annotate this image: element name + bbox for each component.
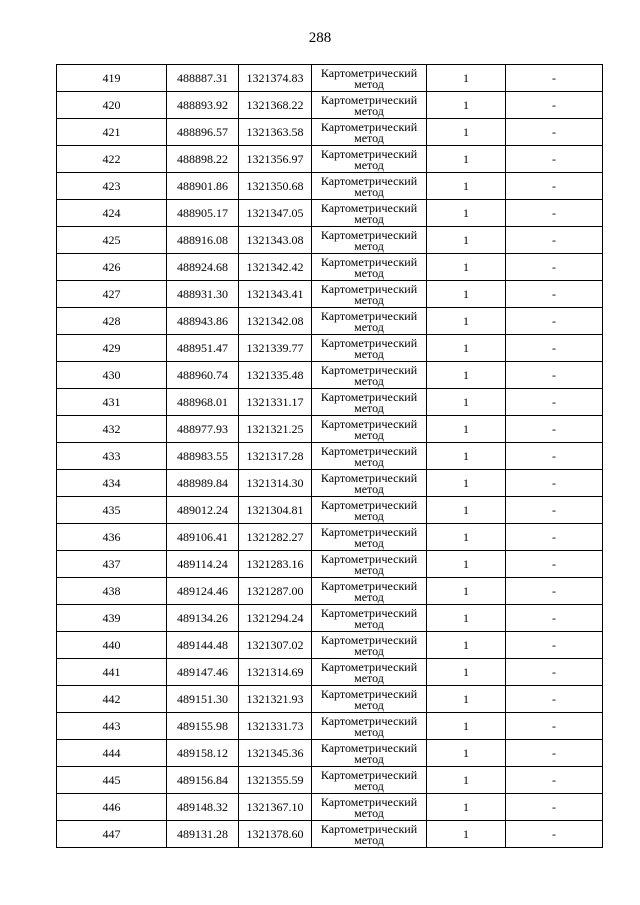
- coord-x-cell: 489151.30: [167, 686, 239, 713]
- accuracy-cell: 1: [427, 92, 506, 119]
- point-number-cell: 438: [57, 578, 167, 605]
- point-number-cell: 444: [57, 740, 167, 767]
- table-row: [57, 470, 603, 497]
- method-line-2: метод: [354, 346, 384, 361]
- method-line-1: Картометрический: [320, 794, 418, 809]
- table-row: [57, 92, 603, 119]
- method-line-2: метод: [354, 400, 384, 415]
- point-number-cell: 435: [57, 497, 167, 524]
- accuracy-cell: 1: [427, 497, 506, 524]
- point-number-cell: 427: [57, 281, 167, 308]
- accuracy-cell: 1: [427, 173, 506, 200]
- note-cell: -: [506, 686, 603, 713]
- note-cell: -: [506, 578, 603, 605]
- note-cell: -: [506, 794, 603, 821]
- note-cell: -: [506, 173, 603, 200]
- coord-y-cell: 1321331.17: [239, 389, 312, 416]
- point-number-cell: 442: [57, 686, 167, 713]
- note-cell: -: [506, 335, 603, 362]
- coord-y-cell: 1321368.22: [239, 92, 312, 119]
- method-cell: [312, 605, 427, 632]
- point-number-cell: 436: [57, 524, 167, 551]
- coord-y-cell: 1321314.30: [239, 470, 312, 497]
- accuracy-cell: 1: [427, 794, 506, 821]
- accuracy-cell: 1: [427, 443, 506, 470]
- method-line-2: метод: [354, 562, 384, 577]
- method-cell: [312, 200, 427, 227]
- table-row: [57, 632, 603, 659]
- accuracy-cell: 1: [427, 362, 506, 389]
- method-cell: [312, 119, 427, 146]
- coord-y-cell: 1321317.28: [239, 443, 312, 470]
- method-cell: [312, 281, 427, 308]
- coord-y-cell: 1321355.59: [239, 767, 312, 794]
- coord-x-cell: 489131.28: [167, 821, 239, 848]
- coord-y-cell: 1321342.42: [239, 254, 312, 281]
- note-cell: -: [506, 767, 603, 794]
- method-line-2: метод: [354, 508, 384, 523]
- method-cell: [312, 416, 427, 443]
- table-row: [57, 578, 603, 605]
- point-number-cell: 446: [57, 794, 167, 821]
- coord-y-cell: 1321345.36: [239, 740, 312, 767]
- table-row: [57, 173, 603, 200]
- point-number-cell: 437: [57, 551, 167, 578]
- coord-y-cell: 1321314.69: [239, 659, 312, 686]
- table-row: [57, 416, 603, 443]
- coord-x-cell: 488916.08: [167, 227, 239, 254]
- method-cell: [312, 65, 427, 92]
- note-cell: -: [506, 362, 603, 389]
- coord-x-cell: 488924.68: [167, 254, 239, 281]
- note-cell: -: [506, 821, 603, 848]
- coord-y-cell: 1321282.27: [239, 524, 312, 551]
- method-line-1: Картометрический: [320, 524, 418, 539]
- note-cell: -: [506, 443, 603, 470]
- accuracy-cell: 1: [427, 821, 506, 848]
- coord-y-cell: 1321283.16: [239, 551, 312, 578]
- method-cell: [312, 254, 427, 281]
- method-line-1: Картометрический: [320, 416, 418, 431]
- method-line-1: Картометрический: [320, 767, 418, 782]
- table-row: [57, 200, 603, 227]
- method-cell: [312, 767, 427, 794]
- coord-x-cell: 489106.41: [167, 524, 239, 551]
- accuracy-cell: 1: [427, 308, 506, 335]
- method-cell: [312, 308, 427, 335]
- method-line-2: метод: [354, 535, 384, 550]
- accuracy-cell: 1: [427, 227, 506, 254]
- note-cell: -: [506, 713, 603, 740]
- page-number: 288: [308, 30, 332, 46]
- table-row: [57, 119, 603, 146]
- note-cell: -: [506, 389, 603, 416]
- note-cell: -: [506, 65, 603, 92]
- coord-y-cell: 1321321.25: [239, 416, 312, 443]
- method-line-2: метод: [354, 832, 384, 847]
- point-number-cell: 447: [57, 821, 167, 848]
- method-cell: [312, 551, 427, 578]
- method-line-2: метод: [354, 292, 384, 307]
- note-cell: -: [506, 254, 603, 281]
- coord-x-cell: 488896.57: [167, 119, 239, 146]
- accuracy-cell: 1: [427, 416, 506, 443]
- coord-y-cell: 1321374.83: [239, 65, 312, 92]
- coord-y-cell: 1321335.48: [239, 362, 312, 389]
- method-cell: [312, 470, 427, 497]
- method-line-1: Картометрический: [320, 227, 418, 242]
- method-cell: [312, 443, 427, 470]
- coord-x-cell: 488898.22: [167, 146, 239, 173]
- method-line-2: метод: [354, 157, 384, 172]
- point-number-cell: 428: [57, 308, 167, 335]
- note-cell: -: [506, 740, 603, 767]
- method-cell: [312, 686, 427, 713]
- method-line-1: Картометрический: [320, 686, 418, 701]
- coord-x-cell: 488905.17: [167, 200, 239, 227]
- coord-x-cell: 488943.86: [167, 308, 239, 335]
- method-cell: [312, 524, 427, 551]
- point-number-cell: 433: [57, 443, 167, 470]
- coord-x-cell: 488931.30: [167, 281, 239, 308]
- point-number-cell: 432: [57, 416, 167, 443]
- method-line-2: метод: [354, 238, 384, 253]
- method-line-1: Картометрический: [320, 632, 418, 647]
- method-cell: [312, 173, 427, 200]
- coord-y-cell: 1321347.05: [239, 200, 312, 227]
- coord-y-cell: 1321321.93: [239, 686, 312, 713]
- method-line-2: метод: [354, 103, 384, 118]
- coord-x-cell: 488983.55: [167, 443, 239, 470]
- method-line-2: метод: [354, 427, 384, 442]
- method-line-2: метод: [354, 319, 384, 334]
- coord-y-cell: 1321343.41: [239, 281, 312, 308]
- coord-y-cell: 1321294.24: [239, 605, 312, 632]
- method-cell: [312, 227, 427, 254]
- method-line-2: метод: [354, 697, 384, 712]
- method-line-2: метод: [354, 643, 384, 658]
- accuracy-cell: 1: [427, 65, 506, 92]
- method-line-1: Картометрический: [320, 200, 418, 215]
- method-line-1: Картометрический: [320, 740, 418, 755]
- method-line-2: метод: [354, 481, 384, 496]
- method-line-2: метод: [354, 211, 384, 226]
- method-cell: [312, 92, 427, 119]
- coord-x-cell: 489012.24: [167, 497, 239, 524]
- point-number-cell: 419: [57, 65, 167, 92]
- coord-x-cell: 488901.86: [167, 173, 239, 200]
- table-row: [57, 605, 603, 632]
- table-row: [57, 740, 603, 767]
- point-number-cell: 434: [57, 470, 167, 497]
- coord-y-cell: 1321343.08: [239, 227, 312, 254]
- method-cell: [312, 362, 427, 389]
- point-number-cell: 421: [57, 119, 167, 146]
- method-line-2: метод: [354, 670, 384, 685]
- method-line-2: метод: [354, 805, 384, 820]
- method-line-2: метод: [354, 184, 384, 199]
- method-line-2: метод: [354, 589, 384, 604]
- point-number-cell: 443: [57, 713, 167, 740]
- method-cell: [312, 497, 427, 524]
- method-line-1: Картометрический: [320, 335, 418, 350]
- coord-x-cell: 488893.92: [167, 92, 239, 119]
- table-row: [57, 821, 603, 848]
- method-line-1: Картометрический: [320, 389, 418, 404]
- table-row: [57, 713, 603, 740]
- accuracy-cell: 1: [427, 281, 506, 308]
- accuracy-cell: 1: [427, 200, 506, 227]
- coord-x-cell: 488960.74: [167, 362, 239, 389]
- coord-x-cell: 488977.93: [167, 416, 239, 443]
- coord-x-cell: 489158.12: [167, 740, 239, 767]
- coord-y-cell: 1321356.97: [239, 146, 312, 173]
- coord-y-cell: 1321367.10: [239, 794, 312, 821]
- coord-y-cell: 1321363.58: [239, 119, 312, 146]
- table-row: [57, 227, 603, 254]
- coord-y-cell: 1321331.73: [239, 713, 312, 740]
- note-cell: -: [506, 416, 603, 443]
- method-line-1: Картометрический: [320, 497, 418, 512]
- method-line-1: Картометрический: [320, 605, 418, 620]
- accuracy-cell: 1: [427, 470, 506, 497]
- point-number-cell: 431: [57, 389, 167, 416]
- method-line-1: Картометрический: [320, 362, 418, 377]
- table-row: [57, 794, 603, 821]
- method-line-1: Картометрический: [320, 308, 418, 323]
- accuracy-cell: 1: [427, 389, 506, 416]
- method-line-1: Картометрический: [320, 146, 418, 161]
- accuracy-cell: 1: [427, 119, 506, 146]
- coord-x-cell: 489155.98: [167, 713, 239, 740]
- method-cell: [312, 794, 427, 821]
- note-cell: -: [506, 632, 603, 659]
- method-line-1: Картометрический: [320, 578, 418, 593]
- point-number-cell: 426: [57, 254, 167, 281]
- method-line-2: метод: [354, 724, 384, 739]
- point-number-cell: 440: [57, 632, 167, 659]
- accuracy-cell: 1: [427, 578, 506, 605]
- point-number-cell: 422: [57, 146, 167, 173]
- point-number-cell: 420: [57, 92, 167, 119]
- table-row: [57, 767, 603, 794]
- method-line-1: Картометрический: [320, 119, 418, 134]
- accuracy-cell: 1: [427, 146, 506, 173]
- accuracy-cell: 1: [427, 335, 506, 362]
- point-number-cell: 425: [57, 227, 167, 254]
- table-row: [57, 308, 603, 335]
- method-line-1: Картометрический: [320, 659, 418, 674]
- note-cell: -: [506, 281, 603, 308]
- note-cell: -: [506, 605, 603, 632]
- note-cell: -: [506, 227, 603, 254]
- point-number-cell: 429: [57, 335, 167, 362]
- method-cell: [312, 632, 427, 659]
- accuracy-cell: 1: [427, 551, 506, 578]
- accuracy-cell: 1: [427, 713, 506, 740]
- table-row: [57, 281, 603, 308]
- coord-x-cell: 488951.47: [167, 335, 239, 362]
- note-cell: -: [506, 308, 603, 335]
- method-line-2: метод: [354, 76, 384, 91]
- note-cell: -: [506, 146, 603, 173]
- coord-x-cell: 488968.01: [167, 389, 239, 416]
- note-cell: -: [506, 659, 603, 686]
- table-row: [57, 254, 603, 281]
- coord-x-cell: 489114.24: [167, 551, 239, 578]
- note-cell: -: [506, 200, 603, 227]
- method-line-1: Картометрический: [320, 821, 418, 836]
- note-cell: -: [506, 119, 603, 146]
- accuracy-cell: 1: [427, 686, 506, 713]
- method-cell: [312, 821, 427, 848]
- method-line-2: метод: [354, 751, 384, 766]
- coord-y-cell: 1321304.81: [239, 497, 312, 524]
- method-line-2: метод: [354, 373, 384, 388]
- point-number-cell: 439: [57, 605, 167, 632]
- coordinates-table: [56, 64, 603, 848]
- table-row: [57, 524, 603, 551]
- coord-x-cell: 489134.26: [167, 605, 239, 632]
- accuracy-cell: 1: [427, 740, 506, 767]
- accuracy-cell: 1: [427, 632, 506, 659]
- table-row: [57, 362, 603, 389]
- point-number-cell: 423: [57, 173, 167, 200]
- coord-x-cell: 488989.84: [167, 470, 239, 497]
- table-row: [57, 443, 603, 470]
- point-number-cell: 441: [57, 659, 167, 686]
- coord-y-cell: 1321350.68: [239, 173, 312, 200]
- method-cell: [312, 146, 427, 173]
- table-row: [57, 389, 603, 416]
- coord-x-cell: 489124.46: [167, 578, 239, 605]
- method-line-2: метод: [354, 130, 384, 145]
- point-number-cell: 445: [57, 767, 167, 794]
- accuracy-cell: 1: [427, 767, 506, 794]
- method-line-1: Картометрический: [320, 92, 418, 107]
- coord-x-cell: 489144.48: [167, 632, 239, 659]
- table-row: [57, 146, 603, 173]
- table-row: [57, 65, 603, 92]
- note-cell: -: [506, 551, 603, 578]
- point-number-cell: 424: [57, 200, 167, 227]
- method-line-1: Картометрический: [320, 551, 418, 566]
- table-row: [57, 551, 603, 578]
- coord-x-cell: 488887.31: [167, 65, 239, 92]
- coord-x-cell: 489156.84: [167, 767, 239, 794]
- method-line-2: метод: [354, 778, 384, 793]
- method-line-1: Картометрический: [320, 281, 418, 296]
- coord-y-cell: 1321307.02: [239, 632, 312, 659]
- method-cell: [312, 713, 427, 740]
- point-number-cell: 430: [57, 362, 167, 389]
- coord-x-cell: 489147.46: [167, 659, 239, 686]
- table-row: [57, 686, 603, 713]
- method-line-1: Картометрический: [320, 470, 418, 485]
- note-cell: -: [506, 470, 603, 497]
- accuracy-cell: 1: [427, 659, 506, 686]
- accuracy-cell: 1: [427, 254, 506, 281]
- coord-y-cell: 1321287.00: [239, 578, 312, 605]
- method-cell: [312, 578, 427, 605]
- coord-y-cell: 1321342.08: [239, 308, 312, 335]
- coord-y-cell: 1321378.60: [239, 821, 312, 848]
- table-body: [57, 65, 603, 848]
- coord-y-cell: 1321339.77: [239, 335, 312, 362]
- note-cell: -: [506, 524, 603, 551]
- method-cell: [312, 335, 427, 362]
- method-line-1: Картометрический: [320, 254, 418, 269]
- accuracy-cell: 1: [427, 524, 506, 551]
- table-row: [57, 335, 603, 362]
- note-cell: -: [506, 497, 603, 524]
- method-line-2: метод: [354, 454, 384, 469]
- method-line-2: метод: [354, 616, 384, 631]
- method-line-1: Картометрический: [320, 65, 418, 80]
- note-cell: -: [506, 92, 603, 119]
- method-line-1: Картометрический: [320, 173, 418, 188]
- method-line-1: Картометрический: [320, 713, 418, 728]
- table-row: [57, 659, 603, 686]
- method-cell: [312, 740, 427, 767]
- method-line-1: Картометрический: [320, 443, 418, 458]
- coord-x-cell: 489148.32: [167, 794, 239, 821]
- accuracy-cell: 1: [427, 605, 506, 632]
- method-cell: [312, 389, 427, 416]
- method-cell: [312, 659, 427, 686]
- table-row: [57, 497, 603, 524]
- method-line-2: метод: [354, 265, 384, 280]
